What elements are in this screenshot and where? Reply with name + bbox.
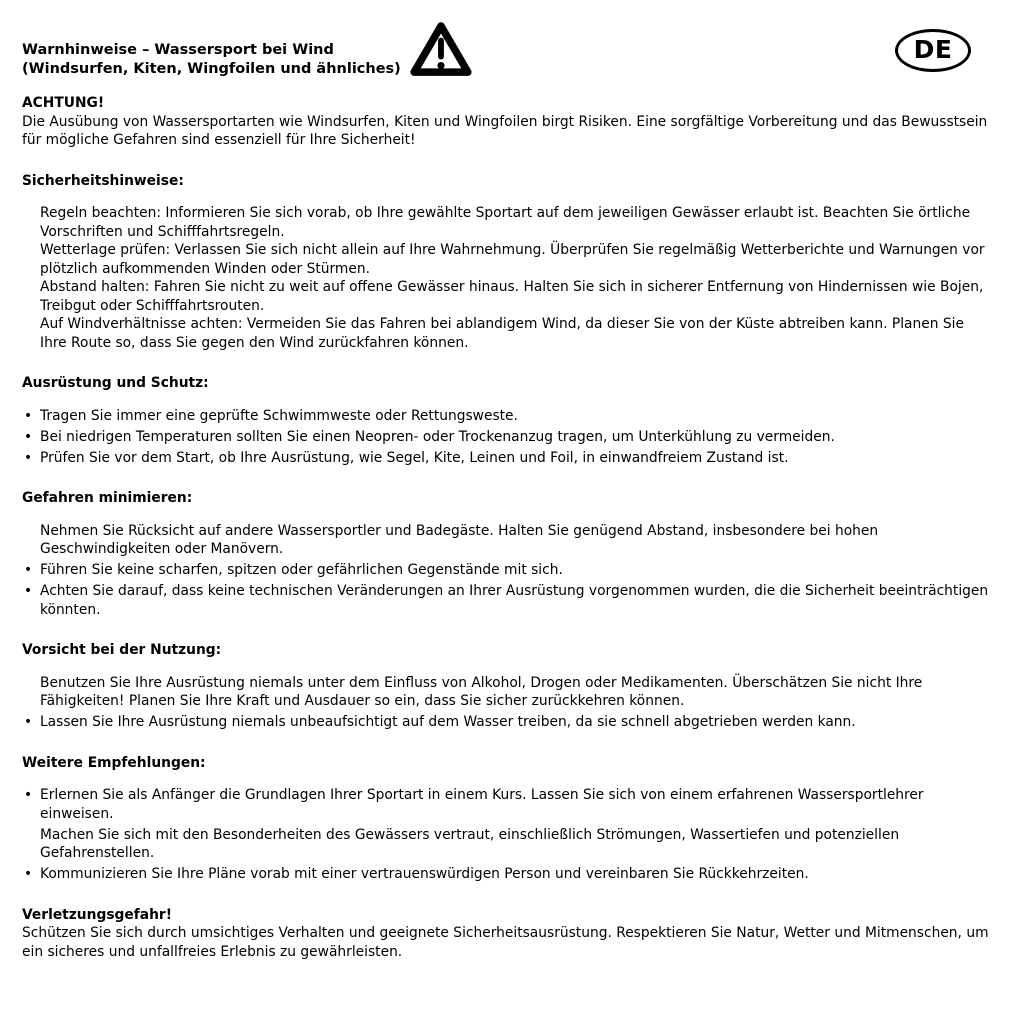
list-item-text: Machen Sie sich mit den Besonderheiten des Gewässers vertraut, einschließlich Strömungen, Wassertiefen und potenziellen Gefahrenstellen. [40,826,900,861]
item-list [22,674,992,732]
item-list [22,204,992,352]
title-line2: (Windsurfen, Kiten, Wingfoilen und ähnliches) [22,60,401,77]
list-item-text: Wetterlage prüfen: Verlassen Sie sich nicht allein auf Ihre Wahrnehmung. Überprüfen Sie regelmäßig Wetterberichte und Warnungen vor plötzlich aufkommenden Winden oder Stürmen. [40,242,985,277]
list-item [22,449,992,468]
section-heading: ACHTUNG! [22,95,105,111]
section-sicherheitshinweise [22,172,992,353]
list-item-text: Abstand halten: Fahren Sie nicht zu weit auf offene Gewässer hinaus. Halten Sie sich in sicherer Entfernung von Hindernissen wie Bojen, Treibgut oder Schifffahrtsrouten. [40,279,984,314]
list-item [22,826,992,863]
section-heading: Ausrüstung und Schutz: [22,375,209,391]
section-achtung [22,94,992,150]
list-item-text: Tragen Sie immer eine geprüfte Schwimmweste oder Rettungsweste. [40,407,518,424]
bullet-icon: • [24,583,33,599]
section-gefahren-minimieren [22,489,992,619]
item-list [22,786,992,884]
list-item [22,561,992,580]
section-ausruestung-und-schutz [22,374,992,467]
warning-triangle-icon [409,19,473,81]
list-item [22,428,992,447]
list-item [22,865,992,884]
list-item [22,278,992,315]
paragraph: Die Ausübung von Wassersportarten wie Windsurfen, Kiten und Wingfoilen birgt Risiken. Eine sorgfältige Vorbereitung und das Bewusstsein für mögliche Gefahren sind essenziell für Ihre Sicherheit! [22,113,988,148]
section-verletzungsgefahr [22,906,992,962]
section-heading: Gefahren minimieren: [22,490,193,506]
bullet-icon: • [24,428,33,445]
title-line1: Warnhinweise – Wassersport bei Wind [22,42,334,58]
section-vorsicht-bei-der-nutzung [22,641,992,732]
list-item [22,786,992,823]
bullet-icon: • [24,449,33,466]
list-item [22,315,992,352]
list-item [22,713,992,732]
language-badge [895,29,971,72]
list-item-text: Kommunizieren Sie Ihre Pläne vorab mit einer vertrauenswürdigen Person und vereinbaren Sie Rückkehrzeiten. [40,866,809,882]
list-item-text: Benutzen Sie Ihre Ausrüstung niemals unter dem Einfluss von Alkohol, Drogen oder Medikamenten. Überschätzen Sie nicht Ihre Fähigkeiten! Planen Sie Ihre Kraft und Ausdauer so ein, dass Sie sicher zurückkehren können. [40,674,923,709]
bullet-icon: • [24,866,33,882]
list-item-text: Führen Sie keine scharfen, spitzen oder gefährlichen Gegenstände mit sich. [40,562,563,578]
bullet-icon: • [24,407,33,424]
bullet-icon: • [24,787,33,803]
paragraph: Schützen Sie sich durch umsichtiges Verhalten und geeignete Sicherheitsausrüstung. Respektieren Sie Natur, Wetter und Mitmenschen, um ein sicheres und unfallfreies Erlebnis zu gewährleisten. [22,925,989,960]
list-item [22,674,992,711]
section-heading: Vorsicht bei der Nutzung: [22,642,222,658]
section-heading: Weitere Empfehlungen: [22,754,206,771]
list-item-text: Lassen Sie Ihre Ausrüstung niemals unbeaufsichtigt auf dem Wasser treiben, da sie schnell abgetrieben werden kann. [40,714,856,730]
language-badge-label: DE [913,35,953,65]
item-list [22,522,992,620]
list-item [22,204,992,241]
list-item-text: Auf Windverhältnisse achten: Vermeiden Sie das Fahren bei ablandigem Wind, da dieser Sie von der Küste abtreiben kann. Planen Sie Ihre Route so, dass Sie gegen den Wind zurückfahren können. [40,316,964,351]
section-heading: Verletzungsgefahr! [22,906,172,923]
page-title [22,41,401,78]
list-item-text: Achten Sie darauf, dass keine technischen Veränderungen an Ihrer Ausrüstung vorgenommen wurden, die die Sicherheit beeinträchtigen könnten. [40,583,989,618]
list-item-text: Regeln beachten: Informieren Sie sich vorab, ob Ihre gewählte Sportart auf dem jeweiligen Gewässer erlaubt ist. Beachten Sie örtliche Vorschriften und Schifffahrtsregeln. [40,205,971,240]
section-weitere-empfehlungen [22,754,992,884]
document-header [22,19,992,81]
bullet-icon: • [24,562,33,578]
bullet-icon: • [24,714,33,730]
list-item [22,582,992,619]
list-item [22,407,992,426]
list-item-text: Erlernen Sie als Anfänger die Grundlagen Ihrer Sportart in einem Kurs. Lassen Sie sich von einem erfahrenen Wassersportlehrer einweisen. [40,787,924,822]
item-list [22,407,992,468]
list-item [22,522,992,559]
list-item-text: Prüfen Sie vor dem Start, ob Ihre Ausrüstung, wie Segel, Kite, Leinen und Foil, in einwandfreiem Zustand ist. [40,449,789,466]
list-item-text: Bei niedrigen Temperaturen sollten Sie einen Neopren- oder Trockenanzug tragen, um Unterkühlung zu vermeiden. [40,428,835,445]
list-item [22,241,992,278]
list-item-text: Nehmen Sie Rücksicht auf andere Wassersportler und Badegäste. Halten Sie genügend Abstand, insbesondere bei hohen Geschwindigkeiten oder Manövern. [40,522,879,557]
section-heading: Sicherheitshinweise: [22,172,184,189]
